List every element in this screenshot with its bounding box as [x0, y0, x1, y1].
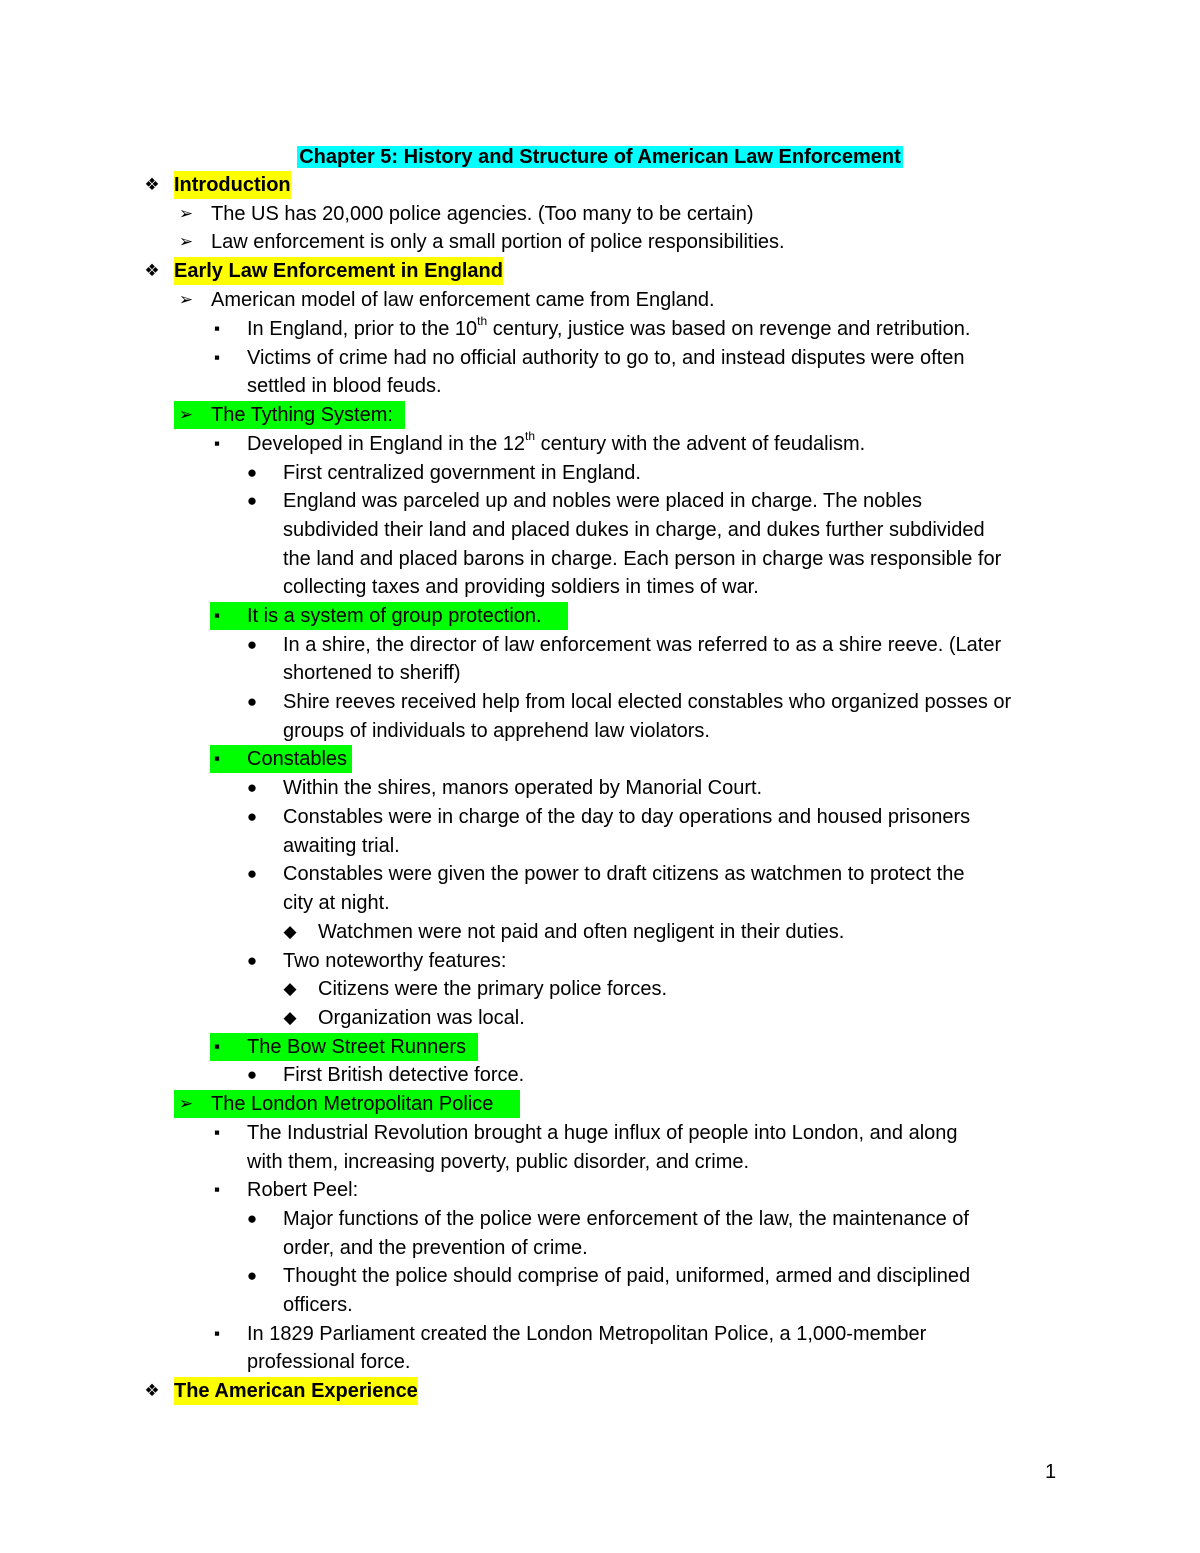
square-icon: ▪	[213, 348, 221, 367]
page-title-text: Chapter 5: History and Structure of American Law Enforcement	[299, 146, 901, 168]
square-icon: ▪	[213, 1324, 221, 1343]
list-item-text: Two noteworthy features:	[283, 950, 507, 972]
round-dot-icon: ●	[246, 491, 258, 510]
diamond-4-icon: ❖	[144, 175, 160, 194]
list-item-text: England was parceled up and nobles were placed in charge. The nobles	[283, 490, 922, 512]
square-icon: ▪	[213, 1123, 221, 1142]
list-item-text: Within the shires, manors operated by Manorial Court.	[283, 777, 763, 799]
square-icon: ▪	[213, 1180, 221, 1199]
list-item-text: city at night.	[283, 892, 390, 914]
list-item-text: collecting taxes and providing soldiers in times of war.	[283, 576, 759, 598]
square-icon: ▪	[213, 319, 221, 338]
list-item-text: awaiting trial.	[283, 835, 400, 857]
arrowhead-icon: ➢	[178, 1094, 194, 1113]
list-item-text: with them, increasing poverty, public disorder, and crime.	[247, 1151, 750, 1173]
heading-england: Early Law Enforcement in England	[174, 257, 503, 285]
diamond-4-icon: ❖	[144, 261, 160, 280]
small-diamond-icon: ◆	[283, 922, 297, 941]
small-diamond-icon: ◆	[283, 1008, 297, 1027]
round-dot-icon: ●	[246, 1266, 258, 1285]
round-dot-icon: ●	[246, 692, 258, 711]
list-item-text: The Industrial Revolution brought a huge influx of people into London, and along	[247, 1122, 958, 1144]
round-dot-icon: ●	[246, 951, 258, 970]
list-item-text: groups of individuals to apprehend law violators.	[283, 720, 710, 742]
list-item-text: professional force.	[247, 1351, 411, 1373]
round-dot-icon: ●	[246, 463, 258, 482]
list-item-text: In England, prior to the 10th century, justice was based on revenge and retribution.	[247, 314, 971, 340]
list-item-text: Thought the police should comprise of paid, uniformed, armed and disciplined	[283, 1265, 971, 1287]
list-item-text: Shire reeves received help from local elected constables who organized posses or	[283, 691, 1012, 713]
square-icon: ▪	[213, 749, 221, 768]
list-item-text: Watchmen were not paid and often negligent in their duties.	[318, 921, 845, 943]
heading-tything: The Tything System:	[211, 404, 393, 426]
list-item-text: First centralized government in England.	[283, 462, 641, 484]
round-dot-icon: ●	[246, 778, 258, 797]
round-dot-icon: ●	[246, 807, 258, 826]
round-dot-icon: ●	[246, 635, 258, 654]
arrowhead-icon: ➢	[178, 232, 194, 251]
heading-group-protection: It is a system of group protection.	[247, 605, 542, 627]
list-item-text: Law enforcement is only a small portion of police responsibilities.	[211, 231, 785, 253]
list-item-text: settled in blood feuds.	[247, 375, 442, 397]
list-item-text: shortened to sheriff)	[283, 662, 461, 684]
heading-london: The London Metropolitan Police	[211, 1093, 494, 1115]
list-item-text: Developed in England in the 12th century with the advent of feudalism.	[247, 429, 866, 455]
page-title	[0, 143, 1200, 171]
list-item-text: order, and the prevention of crime.	[283, 1237, 588, 1259]
list-item-text: Victims of crime had no official authority to go to, and instead disputes were often	[247, 347, 965, 369]
square-icon: ▪	[213, 606, 221, 625]
list-item-text: American model of law enforcement came from England.	[211, 289, 715, 311]
arrowhead-icon: ➢	[178, 204, 194, 223]
diamond-4-icon: ❖	[144, 1381, 160, 1400]
heading-constables: Constables	[247, 748, 348, 770]
square-icon: ▪	[213, 434, 221, 453]
arrowhead-icon: ➢	[178, 405, 194, 424]
list-item-text: Constables were in charge of the day to day operations and housed prisoners	[283, 806, 971, 828]
page-number: 1	[1045, 1461, 1057, 1483]
list-item-text: In a shire, the director of law enforcement was referred to as a shire reeve. (Later	[283, 634, 1002, 656]
list-item-text: subdivided their land and placed dukes in charge, and dukes further subdivided	[283, 519, 985, 541]
arrowhead-icon: ➢	[178, 290, 194, 309]
list-item-text: First British detective force.	[283, 1064, 525, 1086]
list-item-text: The US has 20,000 police agencies. (Too many to be certain)	[211, 203, 754, 225]
heading-american: The American Experience	[174, 1377, 418, 1405]
list-item-text: officers.	[283, 1294, 353, 1316]
list-item-text: the land and placed barons in charge. Each person in charge was responsible for	[283, 548, 1002, 570]
small-diamond-icon: ◆	[283, 979, 297, 998]
round-dot-icon: ●	[246, 864, 258, 883]
heading-introduction: Introduction	[174, 171, 291, 199]
list-item-text: In 1829 Parliament created the London Metropolitan Police, a 1,000-member	[247, 1323, 927, 1345]
list-item-text: Citizens were the primary police forces.	[318, 978, 668, 1000]
square-icon: ▪	[213, 1037, 221, 1056]
list-item-text: Constables were given the power to draft citizens as watchmen to protect the	[283, 863, 965, 885]
round-dot-icon: ●	[246, 1065, 258, 1084]
heading-bow-street: The Bow Street Runners	[247, 1036, 466, 1058]
round-dot-icon: ●	[246, 1209, 258, 1228]
list-item-text: Robert Peel:	[247, 1179, 359, 1201]
list-item-text: Organization was local.	[318, 1007, 525, 1029]
list-item-text: Major functions of the police were enforcement of the law, the maintenance of	[283, 1208, 969, 1230]
